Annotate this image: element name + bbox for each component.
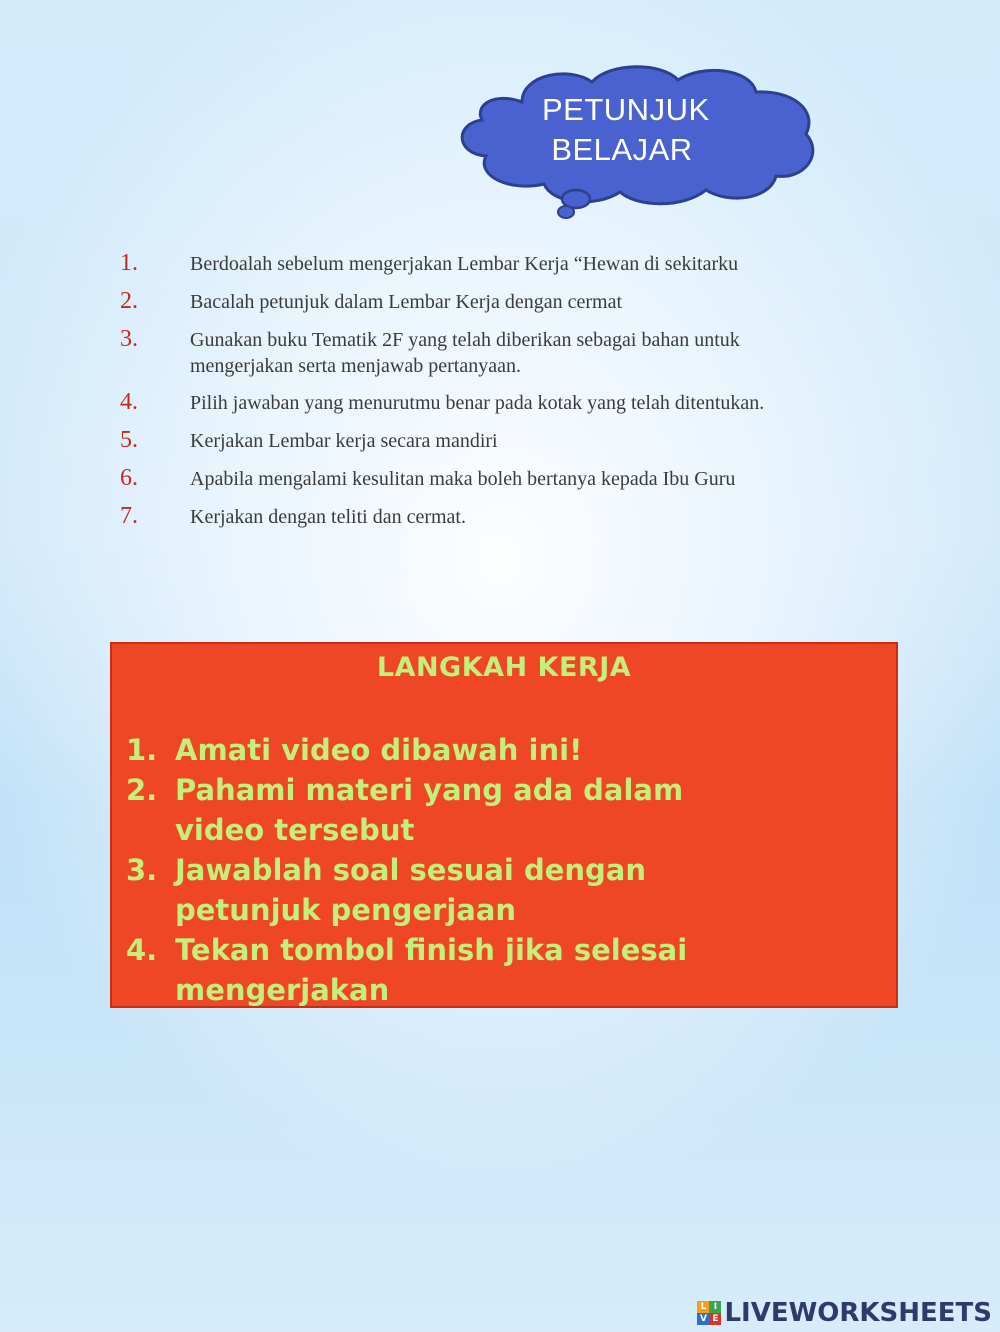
- instruction-number: 4.: [120, 389, 138, 415]
- instruction-number: 3.: [120, 326, 138, 352]
- badge-letter: I: [709, 1301, 721, 1313]
- work-steps-box: [110, 642, 898, 1008]
- instruction-number: 7.: [120, 503, 138, 529]
- instruction-text: Apabila mengalami kesulitan maka boleh bertanya kepada Ibu Guru: [190, 468, 736, 490]
- instructions-list: [120, 248, 880, 539]
- cloud-title: PETUNJUK BELAJAR: [542, 92, 710, 167]
- work-step-number: 4.: [126, 933, 158, 967]
- work-step-item: [126, 770, 886, 850]
- work-step-number: 1.: [126, 733, 158, 767]
- instruction-item: [120, 425, 880, 455]
- instruction-number: 5.: [120, 427, 138, 453]
- liveworksheets-badge-icon: [697, 1301, 721, 1325]
- liveworksheets-logo[interactable]: [697, 1298, 992, 1328]
- instruction-item: [120, 501, 880, 531]
- work-steps-list: [126, 730, 886, 1010]
- instruction-text: Kerjakan dengan teliti dan cermat.: [190, 506, 466, 528]
- work-step-item: [126, 850, 886, 930]
- instruction-text: Berdoalah sebelum mengerjakan Lembar Kerja “Hewan di sekitarku: [190, 253, 739, 275]
- work-step-item: [126, 730, 886, 770]
- instruction-item: [120, 286, 880, 316]
- badge-letter: V: [697, 1313, 709, 1325]
- work-step-text: Pahami materi yang ada dalam video tersebut: [175, 773, 684, 847]
- instruction-item: [120, 463, 880, 493]
- badge-letter: E: [709, 1313, 721, 1325]
- work-step-text: Amati video dibawah ini!: [175, 733, 583, 767]
- instruction-number: 1.: [120, 250, 138, 276]
- instruction-item: [120, 387, 880, 417]
- liveworksheets-name: LIVEWORKSHEETS: [724, 1298, 992, 1328]
- work-step-number: 3.: [126, 853, 158, 887]
- work-step-item: [126, 930, 886, 1010]
- instructions-cloud-callout: [452, 62, 824, 222]
- work-step-text: Tekan tombol finish jika selesai mengerjakan: [175, 933, 688, 1007]
- instruction-item: [120, 248, 880, 278]
- work-step-text: Jawablah soal sesuai dengan petunjuk pengerjaan: [175, 853, 647, 927]
- instruction-text: Kerjakan Lembar kerja secara mandiri: [190, 430, 498, 452]
- work-step-number: 2.: [126, 773, 158, 807]
- badge-letter: L: [697, 1301, 709, 1313]
- instruction-item: [120, 324, 880, 379]
- instruction-text: Bacalah petunjuk dalam Lembar Kerja dengan cermat: [190, 291, 623, 313]
- instruction-text: Gunakan buku Tematik 2F yang telah diberikan sebagai bahan untuk mengerjakan serta menjawab pertanyaan.: [190, 329, 740, 377]
- instruction-text: Pilih jawaban yang menurutmu benar pada kotak yang telah ditentukan.: [190, 392, 765, 414]
- work-steps-title: LANGKAH KERJA: [376, 652, 632, 683]
- instruction-number: 6.: [120, 465, 138, 491]
- instruction-number: 2.: [120, 288, 138, 314]
